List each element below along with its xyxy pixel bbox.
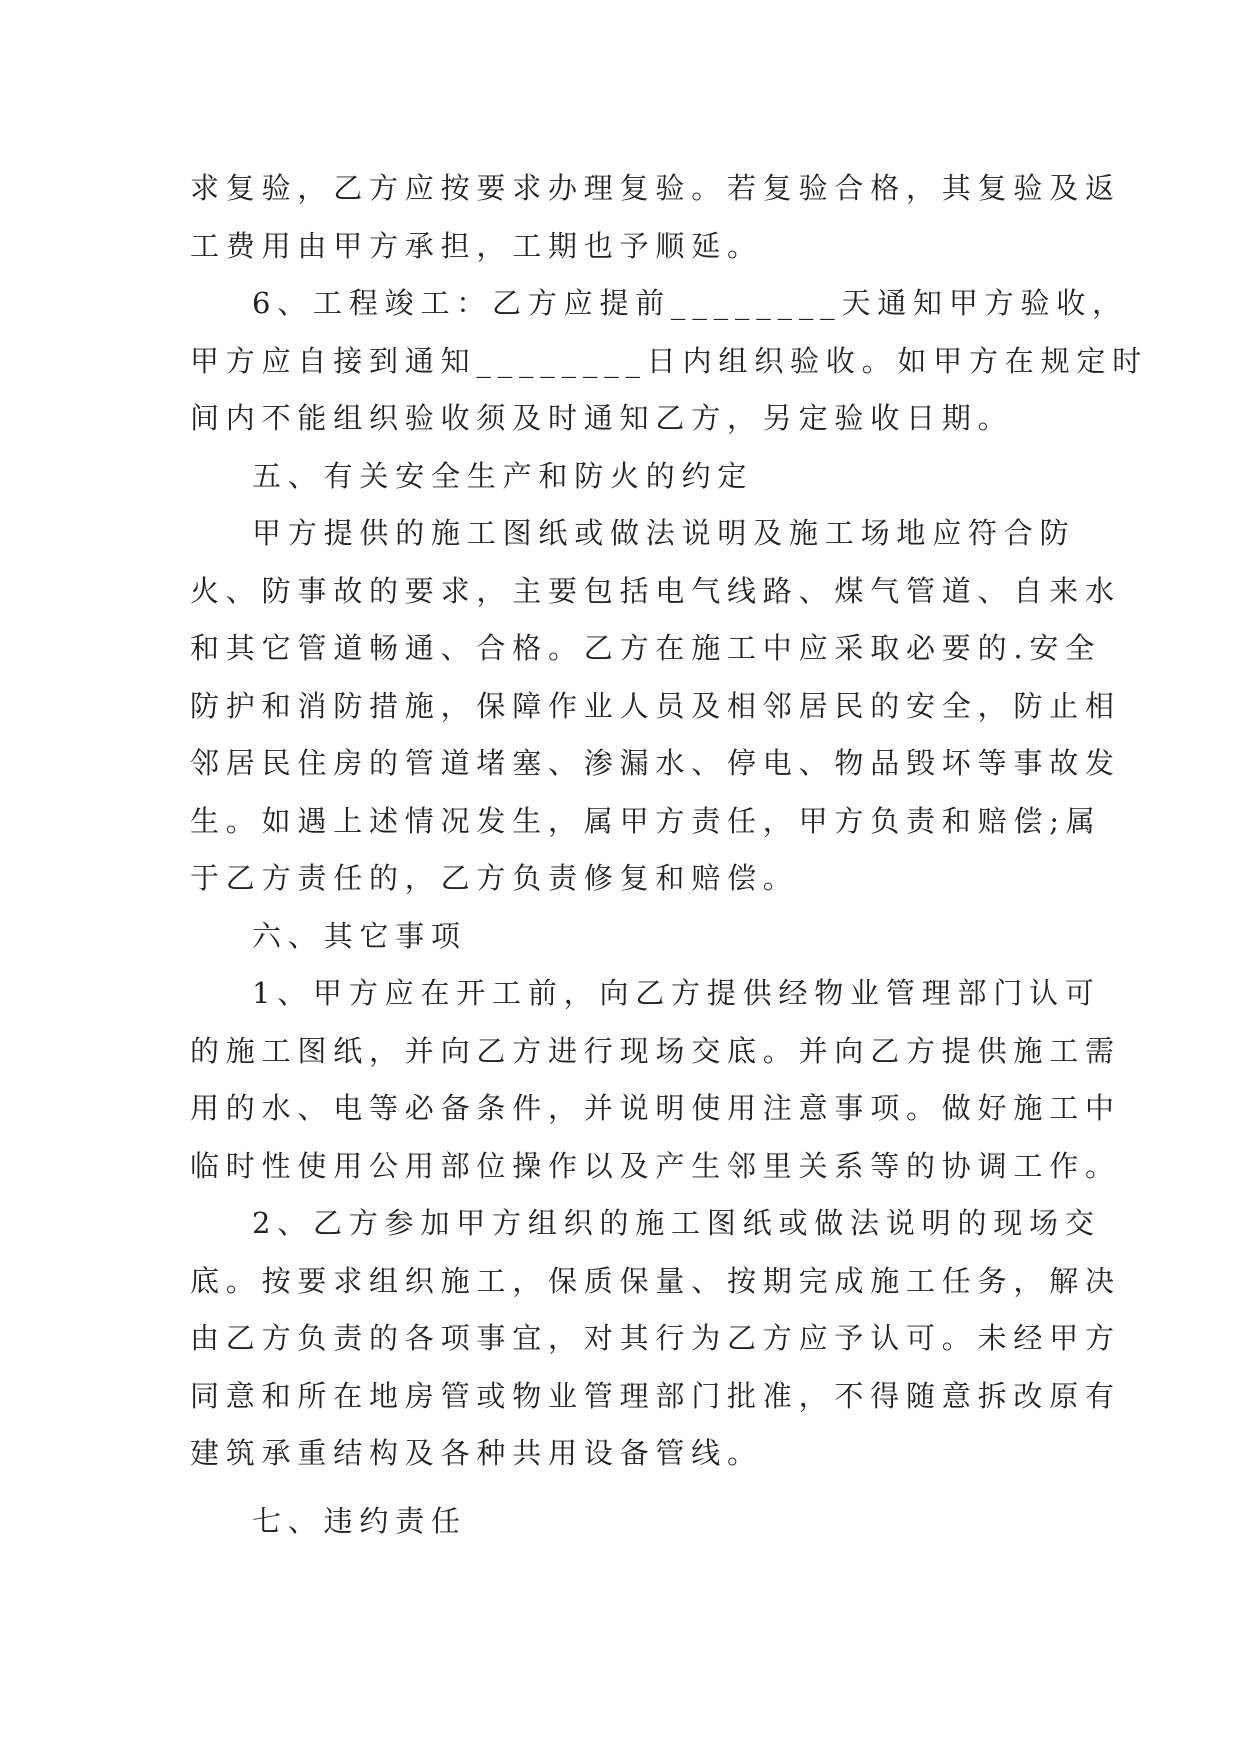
section-heading: 六、其它事项 — [252, 918, 467, 953]
spacer — [190, 1483, 1050, 1493]
document-body — [190, 160, 1149, 1550]
text-line: 于乙方责任的，乙方负责修复和赔偿。 — [190, 861, 799, 895]
paragraph-start: 2、乙方参加甲方组织的施工图纸或做法说明的现场交 — [252, 1206, 1101, 1240]
text-line: 生。如遇上述情况发生，属甲方责任，甲方负责和赔偿;属 — [190, 803, 1102, 838]
text-line: 求复验，乙方应按要求办理复验。若复验合格，其复验及返 — [190, 171, 1121, 205]
text-line: 临时性使用公用部位操作以及产生邻里关系等的协调工作。 — [190, 1148, 1121, 1183]
text-line: 防护和消防措施，保障作业人员及相邻居民的安全，防止相 — [190, 688, 1121, 723]
paragraph-start: 6、工程竣工：乙方应提前________天通知甲方验收， — [252, 286, 1128, 320]
paragraph-start: 1、甲方应在开工前，向乙方提供经物业管理部门认可 — [252, 976, 1101, 1010]
text-line: 间内不能组织验收须及时通知乙方，另定验收日期。 — [190, 401, 1014, 435]
text-line: 由乙方负责的各项事宜，对其行为乙方应予认可。未经甲方 — [190, 1321, 1121, 1355]
text-line: 和其它管道畅通、合格。乙方在施工中应采取必要的.安全 — [190, 631, 1102, 665]
text-line: 底。按要求组织施工，保质保量、按期完成施工任务，解决 — [190, 1263, 1121, 1298]
section-heading: 七、违约责任 — [252, 1503, 467, 1538]
text-line: 火、防事故的要求，主要包括电气线路、煤气管道、自来水 — [190, 573, 1121, 608]
text-line: 邻居民住房的管道堵塞、渗漏水、停电、物品毁坏等事故发 — [190, 746, 1121, 780]
text-line: 甲方应自接到通知________日内组织验收。如甲方在规定时 — [190, 343, 1149, 378]
section-heading: 五、有关安全生产和防火的约定 — [252, 458, 754, 493]
paragraph-start: 甲方提供的施工图纸或做法说明及施工场地应符合防 — [252, 516, 1076, 550]
text-line: 建筑承重结构及各种共用设备管线。 — [190, 1436, 763, 1470]
text-line: 的施工图纸，并向乙方进行现场交底。并向乙方提供施工需 — [190, 1033, 1121, 1068]
text-line: 工费用由甲方承担，工期也予顺延。 — [190, 228, 763, 263]
text-line: 用的水、电等必备条件，并说明使用注意事项。做好施工中 — [190, 1091, 1121, 1125]
text-line: 同意和所在地房管或物业管理部门批准，不得随意拆改原有 — [190, 1378, 1121, 1413]
